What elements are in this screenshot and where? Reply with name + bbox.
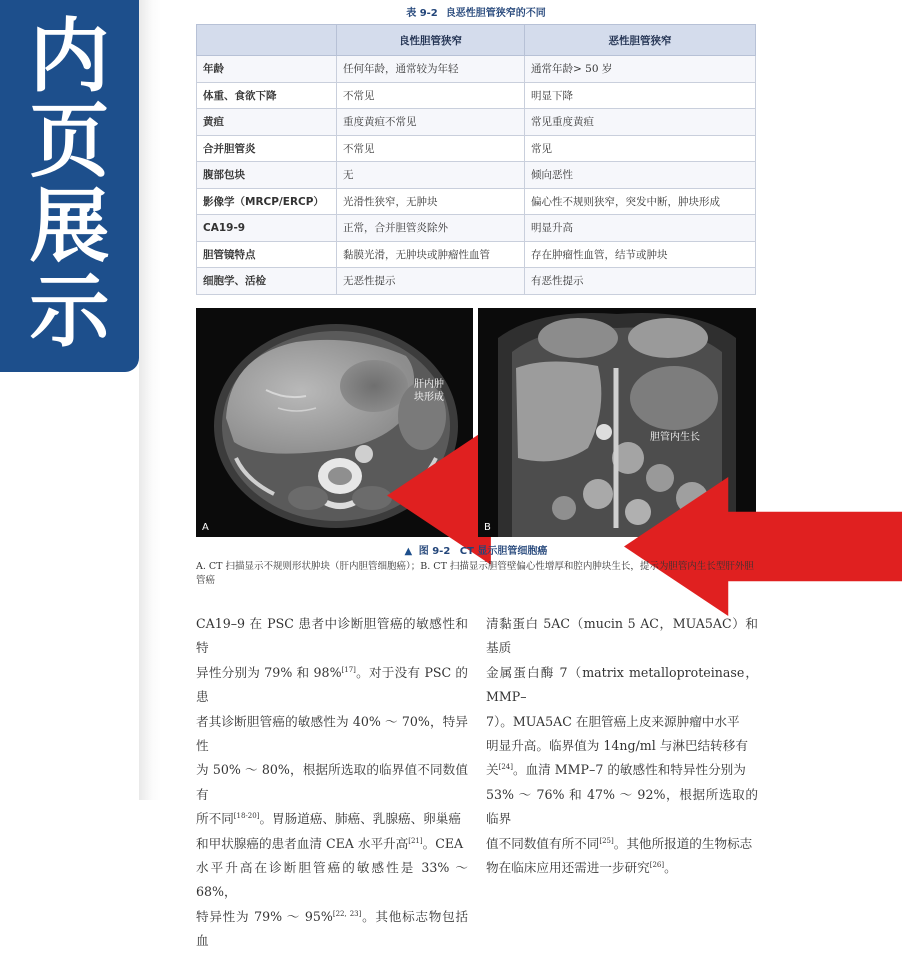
table-header-empty xyxy=(197,25,337,56)
malignant-cell: 存在肿瘤性血管，结节或肿块 xyxy=(525,241,756,268)
promo-banner xyxy=(0,0,139,372)
triangle-icon: ▲ xyxy=(404,546,413,557)
body-line xyxy=(196,807,468,831)
benign-cell: 正常，合并胆管炎除外 xyxy=(337,215,525,242)
body-line xyxy=(196,905,468,954)
row-label: 细胞学、活检 xyxy=(197,268,337,295)
benign-cell: 任何年龄，通常较为年轻 xyxy=(337,56,525,83)
ct-image-coronal xyxy=(478,308,756,537)
row-label: CA19-9 xyxy=(197,215,337,242)
banner-char-1: 内 xyxy=(29,9,110,103)
figure-caption xyxy=(196,542,756,557)
row-label: 体重、食欲下降 xyxy=(197,82,337,109)
malignant-cell: 明显升高 xyxy=(525,215,756,242)
malignant-cell: 明显下降 xyxy=(525,82,756,109)
panel-letter-a: A xyxy=(202,522,209,533)
benign-cell: 不常见 xyxy=(337,82,525,109)
benign-cell: 无恶性提示 xyxy=(337,268,525,295)
body-text: 。其他标志物包括血 xyxy=(196,908,468,949)
citation-ref: [26] xyxy=(649,860,665,869)
body-text: 。对于没有 PSC 的患 xyxy=(196,664,468,705)
body-column-right xyxy=(486,612,758,880)
benign-cell: 光滑性狭窄，无肿块 xyxy=(337,188,525,215)
body-line xyxy=(486,758,758,782)
body-text: 水平升高在诊断胆管癌的敏感性是 33% ～ 68%， xyxy=(196,860,468,900)
body-text: 7）。MUA5AC 在胆管癌上皮来源肿瘤中水平 xyxy=(486,713,740,729)
citation-ref: [25] xyxy=(599,836,614,845)
body-text: 53% ～ 76% 和 47% ～ 92%，根据所选取的临界 xyxy=(486,786,758,827)
body-text: 所不同 xyxy=(196,811,234,827)
body-line xyxy=(196,832,468,856)
table-header-benign: 良性胆管狭窄 xyxy=(337,25,525,56)
body-text: 清黏蛋白 5AC（mucin 5 AC，MUA5AC）和基质 xyxy=(486,616,758,656)
table-row xyxy=(197,109,756,136)
row-label: 腹部包块 xyxy=(197,162,337,189)
body-text: 值不同数值有所不同 xyxy=(486,835,600,851)
malignant-cell: 常见重度黄疸 xyxy=(525,109,756,136)
malignant-cell: 倾向恶性 xyxy=(525,162,756,189)
body-text: 者其诊断胆管癌的敏感性为 40% ～ 70%，特异性 xyxy=(196,713,468,754)
table-number: 表 9-2 xyxy=(406,8,438,19)
annotation-tumor xyxy=(414,378,444,404)
annotation-tumor-line2: 块形成 xyxy=(414,392,444,403)
body-line xyxy=(486,783,758,832)
body-line xyxy=(486,734,758,758)
table-header-malignant: 恶性胆管狭窄 xyxy=(525,25,756,56)
table-row xyxy=(197,241,756,268)
table-row xyxy=(197,82,756,109)
body-line xyxy=(486,832,758,856)
page-gutter xyxy=(139,0,161,800)
body-line xyxy=(486,612,758,661)
body-text: 。血清 MMP–7 的敏感性和特异性分别为 xyxy=(512,762,746,778)
benign-cell: 不常见 xyxy=(337,135,525,162)
body-text: 物在临床应用还需进一步研究 xyxy=(486,860,650,876)
citation-ref: [17] xyxy=(341,665,356,674)
panel-letter-b: B xyxy=(484,522,491,533)
body-column-left xyxy=(196,612,468,954)
body-text: 异性分别为 79% 和 98% xyxy=(196,664,342,680)
row-label: 影像学（MRCP/ERCP） xyxy=(197,188,337,215)
citation-ref: [18-20] xyxy=(233,812,260,821)
row-label: 胆管镜特点 xyxy=(197,241,337,268)
citation-ref: [22, 23] xyxy=(332,909,362,918)
row-label: 年龄 xyxy=(197,56,337,83)
body-line xyxy=(196,856,468,905)
annotation-tumor-line1: 肝内肿 xyxy=(414,379,444,390)
body-text: 。CEA xyxy=(422,835,464,851)
row-label: 合并胆管炎 xyxy=(197,135,337,162)
table-row xyxy=(197,135,756,162)
body-text: 金属蛋白酶 7（matrix metalloproteinase，MMP– xyxy=(486,664,758,705)
row-label: 黄疸 xyxy=(197,109,337,136)
body-line xyxy=(196,612,468,661)
malignant-cell: 通常年龄> 50 岁 xyxy=(525,56,756,83)
body-text: 。胃肠道癌、肺癌、乳腺癌、卵巢癌 xyxy=(259,811,461,827)
body-line xyxy=(196,661,468,710)
banner-char-3: 展 xyxy=(29,179,110,273)
table-row xyxy=(197,162,756,189)
body-text: 。 xyxy=(664,860,677,876)
table-header-row xyxy=(197,25,756,56)
citation-ref: [21] xyxy=(408,836,423,845)
body-text: 为 50% ～ 80%，根据所选取的临界值不同数值有 xyxy=(196,762,468,802)
malignant-cell: 常见 xyxy=(525,135,756,162)
banner-char-2: 页 xyxy=(29,94,110,188)
malignant-cell: 偏心性不规则狭窄，突发中断，肿块形成 xyxy=(525,188,756,215)
benign-cell: 无 xyxy=(337,162,525,189)
malignant-cell: 有恶性提示 xyxy=(525,268,756,295)
table-row xyxy=(197,268,756,295)
table-caption xyxy=(196,4,756,19)
body-text: 和甲状腺癌的患者血清 CEA 水平升高 xyxy=(196,835,409,851)
table-row xyxy=(197,215,756,242)
body-text: CA19–9 在 PSC 患者中诊断胆管癌的敏感性和特 xyxy=(196,616,468,656)
benign-cell: 重度黄疸不常见 xyxy=(337,109,525,136)
figure-number: 图 9-2 xyxy=(418,546,451,557)
body-text: 。其他所报道的生物标志 xyxy=(613,835,753,851)
body-text: 特异性为 79% ～ 95% xyxy=(196,908,333,924)
benign-cell: 黏膜光滑，无肿块或肿瘤性血管 xyxy=(337,241,525,268)
figure-note: A. CT 扫描显示不规则形状肿块（肝内胆管细胞癌）；B. CT 扫描显示胆管壁偏心性增厚和腔内肿块生长，提示为胆管内生长型肝外胆管癌 xyxy=(196,561,754,586)
body-line xyxy=(486,710,758,734)
body-line xyxy=(196,758,468,807)
banner-char-4: 示 xyxy=(29,264,110,358)
comparison-table xyxy=(196,24,756,295)
table-title: 良恶性胆管狭窄的不同 xyxy=(445,8,546,19)
body-line xyxy=(486,661,758,710)
table-row xyxy=(197,56,756,83)
body-line xyxy=(196,710,468,759)
body-text: 关 xyxy=(486,762,499,778)
figure-title: CT 显示胆管细胞癌 xyxy=(459,546,548,557)
body-text: 明显升高。临界值为 14ng/ml 与淋巴结转移有 xyxy=(486,738,748,754)
citation-ref: [24] xyxy=(498,763,513,772)
body-line xyxy=(486,856,758,880)
table-row xyxy=(197,188,756,215)
annotation-intraductal: 胆管内生长 xyxy=(650,432,700,443)
ct-image-axial xyxy=(196,308,473,537)
